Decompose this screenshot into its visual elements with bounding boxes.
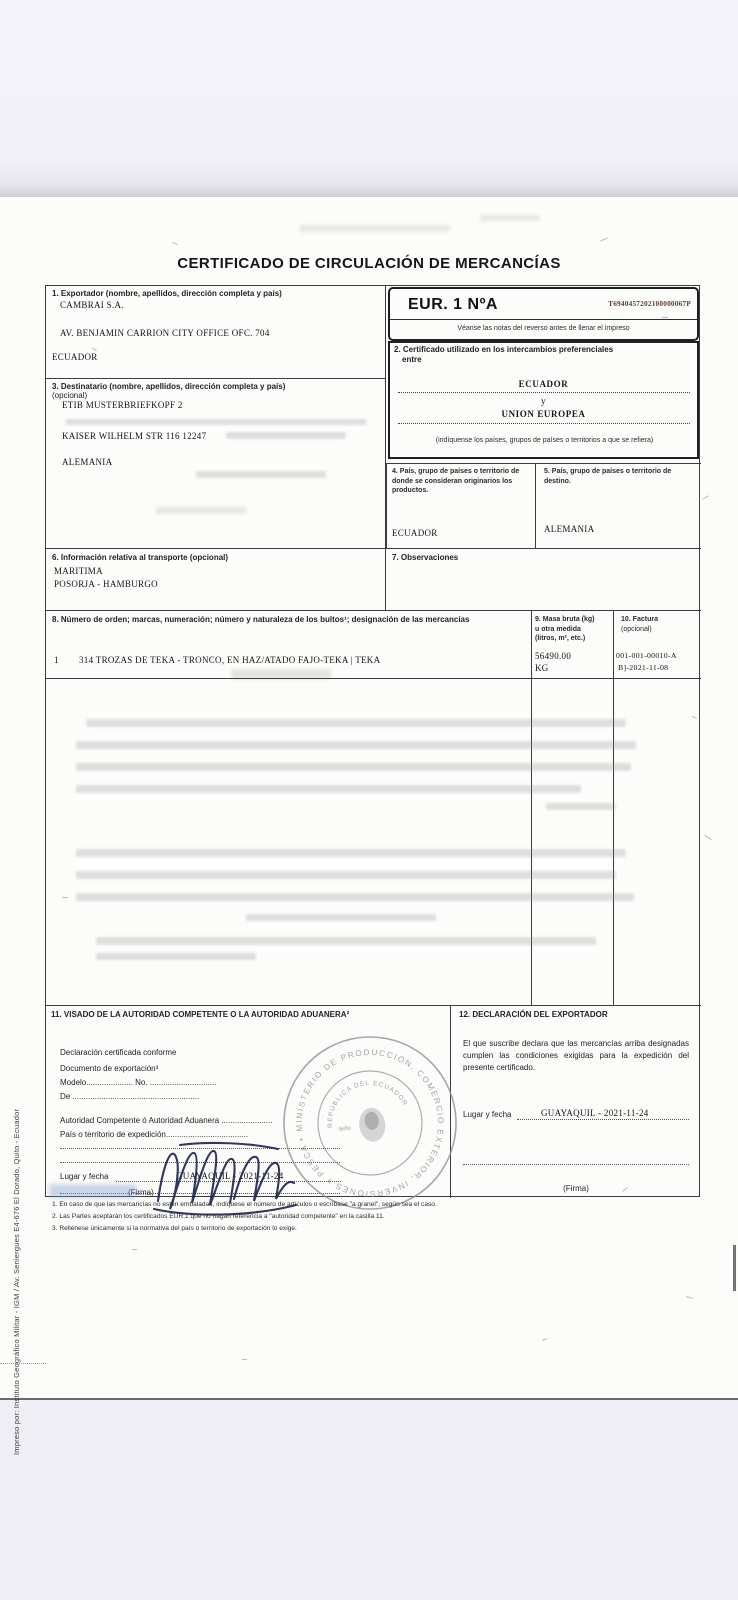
customs-line-1: Declaración certificada conforme bbox=[60, 1048, 177, 1057]
box-4-origin bbox=[387, 464, 536, 548]
box-4-label: 4. País, grupo de países o territorio de donde se consideran originarios los productos. bbox=[392, 468, 520, 494]
box-6-transport bbox=[46, 549, 386, 611]
box-12-exporter-declaration bbox=[451, 1006, 701, 1198]
exporter-address: AV. BENJAMIN CARRION CITY OFFICE OFC. 704 bbox=[60, 328, 270, 338]
invoice-line-1: 001-001-00010-A bbox=[616, 651, 677, 660]
certificate-party-a: ECUADOR bbox=[518, 379, 569, 389]
footnote-2: 2. Las Partes aceptarán los certificados EUR.1 que no hagan referencia a "autoridad competente" en la casilla 11. bbox=[52, 1213, 385, 1220]
eur1-note: Véanse las notas del reverso antes de llenar el impreso bbox=[457, 325, 630, 332]
scan-smudge bbox=[66, 419, 366, 425]
scan-smudge bbox=[480, 215, 540, 221]
scanner-background-top bbox=[0, 0, 738, 197]
customs-line-5: Autoridad Competente ó Autoridad Aduanera ....................... bbox=[60, 1116, 273, 1125]
box-8-label: 8. Número de orden; marcas, numeración; número y naturaleza de los bultos¹; designación de las mercancías bbox=[52, 615, 470, 624]
customs-line-2: Documento de exportación³ bbox=[60, 1064, 159, 1073]
customs-line-6: País o territorio de expedición..................................... bbox=[60, 1130, 249, 1139]
stamp-center-label: Sello bbox=[338, 1125, 352, 1133]
scan-smudge bbox=[196, 471, 326, 478]
right-column bbox=[386, 286, 701, 549]
bleedthrough-text-line bbox=[76, 893, 634, 901]
box-3-label: 3. Destinatario (nombre, apellidos, dirección completa y país) bbox=[52, 382, 286, 391]
bleedthrough-text-line bbox=[76, 763, 631, 771]
certificate-party-b: UNION EUROPEA bbox=[501, 409, 586, 419]
box-11-label: 11. VISADO DE LA AUTORIDAD COMPETENTE O LA AUTORIDAD ADUANERA² bbox=[51, 1010, 350, 1019]
ink-smudge bbox=[49, 1184, 137, 1198]
transport-route: POSORJA - HAMBURGO bbox=[54, 579, 158, 589]
customs-place-label: Lugar y fecha bbox=[60, 1172, 109, 1181]
box-2-hint: (indíquense los países, grupos de países o territorios a que se refiera) bbox=[435, 437, 654, 444]
stamp-outer-text: MINISTERIO DE PRODUCCIÓN, COMERCIO EXTERIOR, INVERSIONES Y PESCA • bbox=[294, 1047, 446, 1199]
exporter-name: CAMBRAI S.A. bbox=[60, 300, 124, 310]
box-2-certificate bbox=[388, 341, 699, 459]
declaration-place-value: GUAYAQUIL - 2021-11-24 bbox=[541, 1108, 649, 1118]
bleedthrough-text-line bbox=[76, 871, 616, 879]
scan-smudge bbox=[226, 432, 346, 439]
stamp-inner-text: REPÚBLICA DEL ECUADOR bbox=[326, 1079, 409, 1128]
bleedthrough-text-line bbox=[96, 953, 256, 960]
box-9-label-2: u otra medida bbox=[535, 625, 581, 633]
printer-credit-vertical: Impreso por: Instituto Geográfico Militar - IGM / Av. Seniergues E4-676 El Dorado, Quito - Ecuador bbox=[12, 1108, 21, 1455]
footnote-3: 3. Rellénese únicamente si la normativa del país o territorio de exportación lo exige. bbox=[52, 1225, 297, 1232]
box-5-label: 5. País, grupo de países o territorio de destino. bbox=[544, 468, 672, 485]
goods-description: 314 TROZAS DE TEKA - TRONCO, EN HAZ/ATADO FAJO-TEKA | TEKA bbox=[79, 655, 381, 665]
invoice-line-2: B]-2021-11-08 bbox=[618, 663, 669, 672]
consignee-address: KAISER WILHELM STR 116 12247 bbox=[62, 431, 207, 441]
official-round-stamp bbox=[270, 1023, 471, 1224]
box-9-label-1: 9. Masa bruta (kg) bbox=[535, 616, 595, 623]
box-9-label-3: (litros, m², etc.) bbox=[535, 635, 586, 642]
bleedthrough-text-line bbox=[86, 719, 626, 727]
consignee-name: ETIB MUSTERBRIEFKOPF 2 bbox=[62, 400, 183, 410]
box-7-observations bbox=[386, 549, 701, 611]
scanner-background-bottom bbox=[0, 1398, 738, 1600]
goods-item-number: 1 bbox=[54, 655, 59, 665]
destination-value: ALEMANIA bbox=[544, 524, 595, 534]
box-6-label: 6. Información relativa al transporte (opcional) bbox=[52, 553, 229, 562]
customs-place-value: GUAYAQUIL - 2021-11-24 bbox=[176, 1171, 284, 1181]
eur1-header-box bbox=[388, 287, 699, 341]
eur1-title: EUR. 1 NºA bbox=[408, 296, 498, 313]
box-12-label: 12. DECLARACIÓN DEL EXPORTADOR bbox=[459, 1010, 608, 1019]
customs-line-4: De ......................................................... bbox=[60, 1092, 200, 1101]
box-8-goods bbox=[46, 611, 701, 1006]
bleedthrough-text-line bbox=[76, 849, 626, 857]
customs-line-3: Modelo..................... No. .............................. bbox=[60, 1078, 217, 1087]
box-3-consignee bbox=[46, 379, 386, 549]
mass-value: 56490.00 bbox=[535, 651, 572, 661]
scan-edge-mark bbox=[0, 1363, 46, 1364]
box-2-label-entre: entre bbox=[402, 355, 422, 364]
exporter-country: ECUADOR bbox=[52, 352, 98, 362]
bleedthrough-text-line bbox=[246, 914, 436, 921]
box-5-destination bbox=[536, 464, 702, 548]
footnote-1: 1. En caso de que las mercancías no estén embaladas, indíquese el número de artículos o escríbase "a granel", según sea el caso. bbox=[52, 1201, 437, 1208]
box-7-label: 7. Observaciones bbox=[392, 553, 459, 562]
box-10-label-1: 10. Factura bbox=[621, 616, 658, 623]
scan-smudge bbox=[156, 507, 246, 514]
bleedthrough-text-line bbox=[546, 803, 616, 810]
customs-firma-label: (Firma) bbox=[128, 1188, 154, 1197]
box-3-label-optional: (opcional) bbox=[52, 391, 88, 400]
bleedthrough-text-line bbox=[76, 741, 636, 749]
certificate-conjunction: y bbox=[540, 396, 547, 406]
mass-unit: KG bbox=[535, 663, 549, 673]
document-title: CERTIFICADO DE CIRCULACIÓN DE MERCANCÍAS bbox=[177, 255, 561, 272]
box-2-label: 2. Certificado utilizado en los intercambios preferenciales bbox=[394, 345, 614, 354]
declaration-text: El que suscribe declara que las mercancías arriba designadas cumplen las condiciones exigidas para la expedición del presente certificado. bbox=[463, 1039, 689, 1072]
box-1-label: 1. Exportador (nombre, apellidos, dirección completa y país) bbox=[52, 289, 282, 298]
declaration-place-label: Lugar y fecha bbox=[463, 1110, 512, 1119]
scan-smudge bbox=[300, 225, 450, 232]
bleedthrough-text-line bbox=[96, 937, 596, 945]
box-10-label-2: (opcional) bbox=[621, 625, 652, 633]
scanned-certificate-page bbox=[0, 197, 738, 1455]
eur1-serial-number: T6940457202100000067P bbox=[608, 299, 691, 308]
transport-mode: MARITIMA bbox=[54, 566, 103, 576]
consignee-country: ALEMANIA bbox=[62, 457, 113, 467]
box-1-exporter bbox=[46, 286, 386, 379]
boxes-4-5 bbox=[386, 463, 701, 549]
origin-value: ECUADOR bbox=[392, 528, 438, 538]
declaration-firma-label: (Firma) bbox=[563, 1184, 589, 1193]
bleedthrough-text-line bbox=[76, 785, 581, 793]
